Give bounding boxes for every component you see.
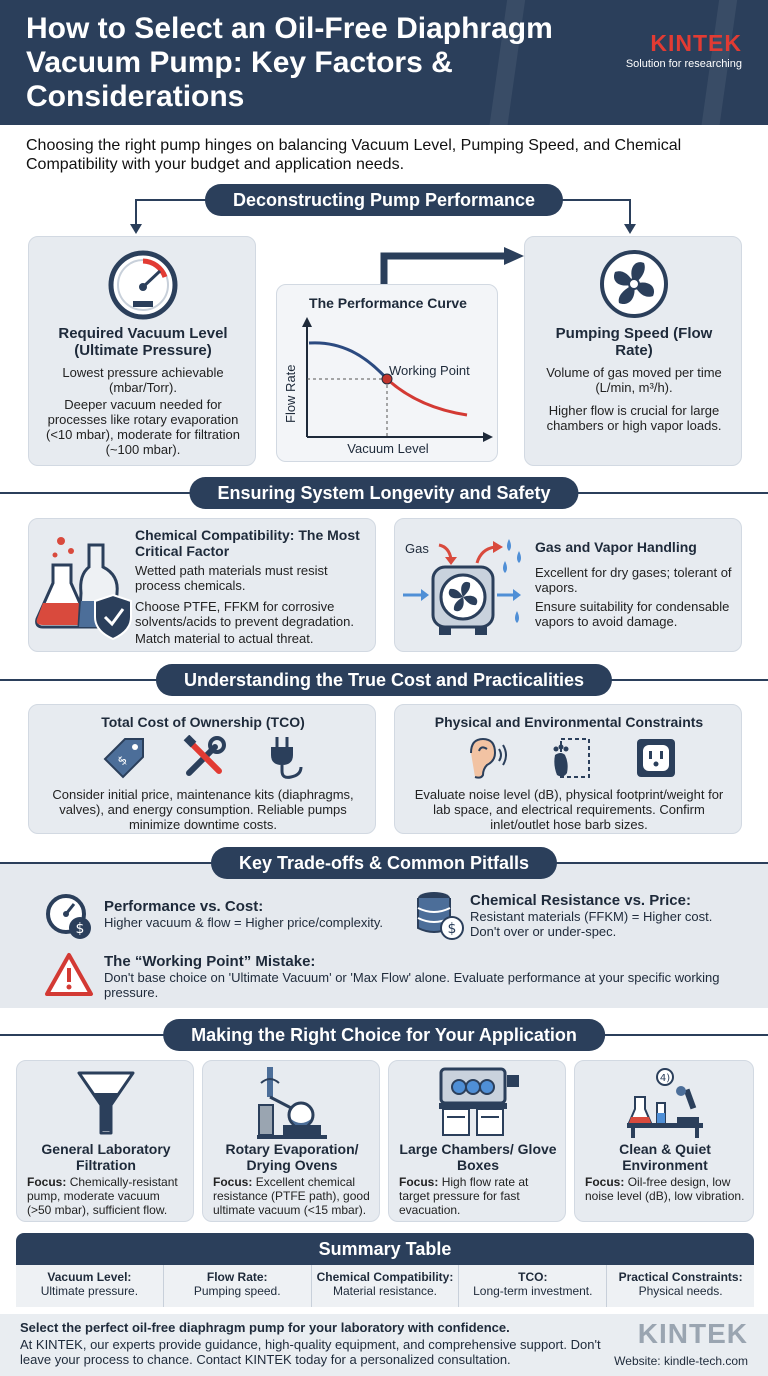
power-plug-icon [261,735,307,781]
vacuum-level-card [28,236,256,466]
vacuum-level-text-2: Deeper vacuum needed for processes like rotary evaporation (<10 mbar), moderate for filtration (~100 mbar). [46,397,240,457]
choice-clean-quiet-desc: Oil-free design, low noise level (dB), low vibration. [585,1175,745,1203]
gas-vapor-text-1: Excellent for dry gases; tolerant of vapors. [535,565,732,595]
choice-filtration-title: General Laboratory Filtration [41,1141,171,1173]
brand-tagline: Solution for researching [625,58,742,70]
gauge-dollar-icon [44,892,94,942]
glove-box-icon [437,1067,521,1139]
curve-low-segment [387,379,467,415]
summary-cell-flow [164,1265,312,1307]
footer-website[interactable]: Website: kindle-tech.com [614,1354,748,1368]
funnel-icon [75,1067,137,1139]
gas-label: Gas [405,541,429,556]
tools-icon [181,735,227,781]
summary-cell-chemical [312,1265,460,1307]
summary-practical-head: Practical Constraints: [618,1270,743,1284]
curve-y-label: Flow Rate [283,364,298,423]
chemical-compatibility-card [28,518,376,652]
footer-headline: Select the perfect oil-free diaphragm pump for your laboratory with confidence. [20,1320,510,1335]
choice-card-filtration [16,1060,194,1222]
chemical-flask-shield-icon [35,531,139,643]
brand-block [626,30,742,70]
header-banner [0,0,768,125]
tco-card [28,704,376,834]
vacuum-level-text-1: Lowest pressure achievable (mbar/Torr). [62,365,224,395]
summary-vacuum-head: Vacuum Level: [47,1270,132,1284]
lab-bench-icon [625,1067,705,1139]
choice-evaporation-desc: Excellent chemical resistance (PTFE path), good ultimate vacuum (<15 mbar). [213,1175,370,1217]
footer [0,1314,768,1376]
tco-title: Total Cost of Ownership (TCO) [101,714,305,730]
choice-chambers-desc: High flow rate at target pressure for fast evacuation. [399,1175,529,1217]
pumping-speed-text-1: Volume of gas moved per time (L/min, m³/h). [546,365,722,395]
choice-chambers-text [399,1175,559,1217]
summary-tco-head: TCO: [518,1270,548,1284]
performance-curve-chart [281,315,495,461]
section-heading-choice: Making the Right Choice for Your Application [163,1019,605,1051]
curve-high-segment [309,343,387,379]
chemical-compatibility-text-3: Match material to actual threat. [135,631,314,646]
summary-cell-practical [607,1265,754,1307]
database-dollar-icon [416,890,464,940]
price-tag-icon [101,735,147,781]
gas-vapor-text-2: Ensure suitability for condensable vapors to avoid damage. [535,599,730,629]
summary-vacuum-text: Ultimate pressure. [40,1284,139,1298]
rotary-evaporator-icon [257,1065,329,1141]
performance-curve-card [276,284,498,462]
choice-filtration-desc: Chemically-resistant pump, moderate vacuum (>50 mbar), sufficient flow. [27,1175,178,1217]
warning-icon [44,952,94,998]
summary-chemical-text: Material resistance. [332,1284,438,1298]
tradeoff-performance-title: Performance vs. Cost: [104,898,264,915]
svg-text:$: $ [114,752,130,768]
summary-chemical-head: Chemical Compatibility: [316,1270,454,1284]
svg-text:$: $ [75,921,85,937]
summary-table-title: Summary Table [16,1233,754,1265]
gas-vapor-card [394,518,742,652]
choice-card-chambers [388,1060,566,1222]
curve-point-label: Working Point [389,363,470,378]
tradeoff-mistake-text: Don't base choice on 'Ultimate Vacuum' or 'Max Flow' alone. Evaluate performance at your specific working pressure. [104,970,720,1000]
electrical-outlet-icon [633,735,679,781]
tco-text: Consider initial price, maintenance kits (diaphragms, valves), and energy consumption. Reliable pumps minimize downtime costs. [52,787,354,832]
choice-clean-quiet-focus: Focus: [585,1175,625,1189]
choice-evaporation-text [213,1175,375,1217]
footprint-icon [547,735,593,781]
summary-tco-text: Long-term investment. [473,1284,593,1298]
choice-filtration-focus: Focus: [27,1175,67,1189]
pumping-speed-card [524,236,742,466]
tradeoff-mistake-title: The “Working Point” Mistake: [104,953,316,970]
choice-clean-quiet-title: Clean & Quiet Environment [619,1141,711,1173]
summary-practical-text: Physical needs. [638,1284,723,1298]
performance-curve-title: The Performance Curve [309,295,467,311]
tradeoff-chemical-text: Resistant materials (FFKM) = Higher cost. Don't over or under-spec. [470,909,713,939]
chemical-compatibility-title: Chemical Compatibility: The Most Critical Factor [135,527,360,559]
curve-to-speed-arrow-icon [378,246,528,286]
physical-constraints-title: Physical and Environmental Constraints [434,714,704,730]
gas-vapor-title: Gas and Vapor Handling [535,539,697,555]
choice-card-clean-quiet [574,1060,754,1222]
choice-clean-quiet-text [585,1175,747,1203]
page-title: How to Select an Oil-Free Diaphragm Vacuum Pump: Key Factors & Considerations [26,12,553,113]
choice-filtration-text [27,1175,187,1217]
section-heading-longevity: Ensuring System Longevity and Safety [189,477,578,509]
section-heading-cost: Understanding the True Cost and Practicalities [156,664,612,696]
choice-chambers-title: Large Chambers/ Glove Boxes [399,1141,557,1173]
fan-icon [597,247,671,321]
ear-noise-icon [461,735,507,781]
section-heading-performance: Deconstructing Pump Performance [205,184,563,216]
intro-text: Choosing the right pump hinges on balancing Vacuum Level, Pumping Speed, and Chemical Compatibility with your budget and application needs. [26,137,682,173]
vacuum-gauge-icon [105,247,181,323]
summary-flow-text: Pumping speed. [193,1284,281,1298]
pumping-speed-title: Pumping Speed (Flow Rate) [555,325,713,359]
choice-card-evaporation [202,1060,380,1222]
choice-evaporation-focus: Focus: [213,1175,253,1189]
physical-constraints-text: Evaluate noise level (dB), physical footprint/weight for lab space, and electrical requirements. Confirm inlet/outlet hose barb sizes. [414,787,724,832]
summary-flow-head: Flow Rate: [206,1270,268,1284]
pump-gas-flow-icon [401,533,529,645]
pumping-speed-text-2: Higher flow is crucial for large chambers or high vapor loads. [546,403,722,433]
footer-logo: KINTEK [637,1318,748,1349]
summary-table-row [16,1265,754,1307]
choice-evaporation-title: Rotary Evaporation/ Drying Ovens [225,1141,359,1173]
tradeoff-performance-text: Higher vacuum & flow = Higher price/complexity. [104,915,384,930]
chemical-compatibility-text-2: Choose PTFE, FFKM for corrosive solvents/acids to prevent degradation. [135,599,354,629]
tradeoff-chemical-title: Chemical Resistance vs. Price: [470,892,691,909]
svg-text:$: $ [447,921,457,937]
summary-cell-tco [459,1265,607,1307]
chemical-compatibility-text-1: Wetted path materials must resist process chemicals. [135,563,328,593]
choice-chambers-focus: Focus: [399,1175,439,1189]
vacuum-level-title: Required Vacuum Level (Ultimate Pressure) [58,325,228,359]
brand-name: KINTEK [650,30,742,56]
curve-x-label: Vacuum Level [347,441,429,456]
summary-cell-vacuum [16,1265,164,1307]
physical-constraints-card [394,704,742,834]
footer-body: At KINTEK, our experts provide guidance, high-quality equipment, and comprehensive support. Don't leave your process to chance. Contact KINTEK today for a personalized consultation. [20,1337,601,1367]
section-heading-tradeoffs: Key Trade-offs & Common Pitfalls [211,847,557,879]
svg-text:4): 4) [659,1073,671,1084]
